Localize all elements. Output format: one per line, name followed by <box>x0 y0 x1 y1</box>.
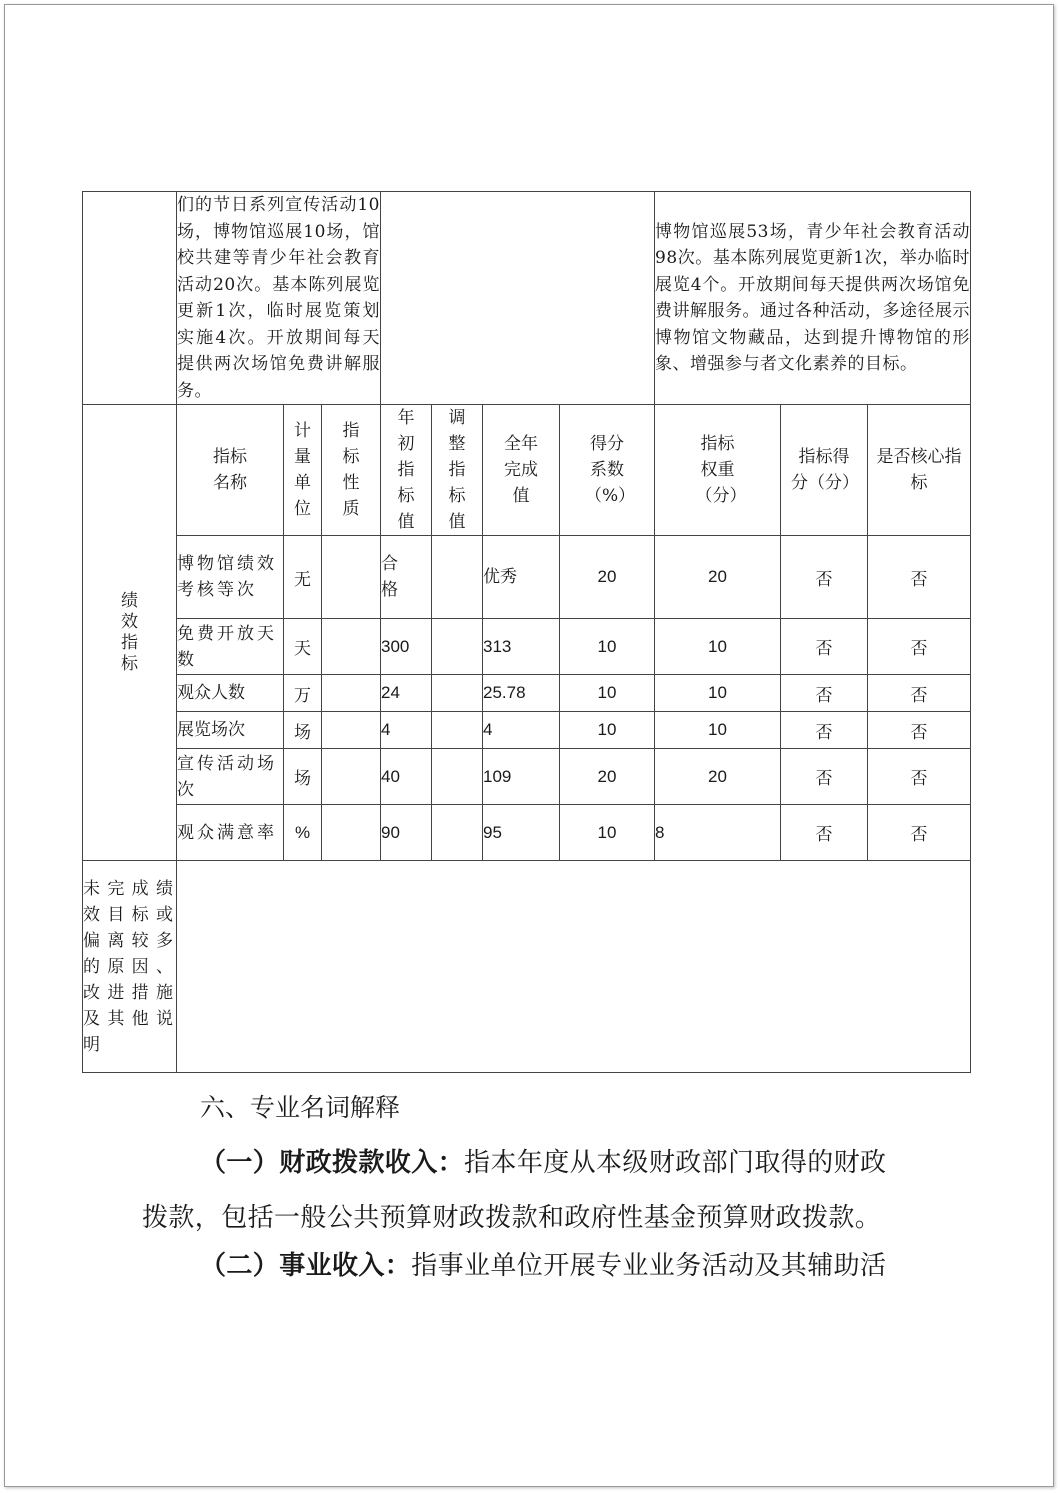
header-nature-text: 指标性质 <box>342 421 360 519</box>
row-initial: 4 <box>381 712 432 749</box>
table-row <box>83 675 971 712</box>
para1-line2: 拨款，包括一般公共预算财政拨款和政府性基金预算财政拨款。 <box>142 1203 882 1233</box>
note-row <box>83 861 971 1073</box>
header-nature <box>322 405 381 536</box>
table-row <box>83 619 971 675</box>
row-core: 否 <box>868 536 971 619</box>
note-label-text: 未完成绩效目标或偏离较多的原因、改进措施及其他说明 <box>83 878 176 1055</box>
row-coef: 20 <box>560 749 655 805</box>
row-initial: 90 <box>381 805 432 861</box>
section-label-performance <box>83 405 177 861</box>
row-unit: 场 <box>284 749 322 805</box>
row-adjusted <box>432 805 483 861</box>
row-nature <box>322 675 381 712</box>
row-core: 否 <box>868 749 971 805</box>
header-score <box>781 405 868 536</box>
row-unit: 万 <box>284 675 322 712</box>
row-name: 宣传活动场次 <box>177 749 284 805</box>
header-initial-text: 年初指标值 <box>397 408 415 532</box>
header-unit <box>284 405 322 536</box>
top-text-row <box>83 192 971 405</box>
row-adjusted <box>432 749 483 805</box>
row-weight: 10 <box>655 619 781 675</box>
header-adjusted-text: 调整指标值 <box>448 408 466 532</box>
performance-table <box>82 191 971 1073</box>
target-description-cell: 们的节日系列宣传活动10场，博物馆巡展10场，馆校共建等青少年社会教育活动20次。基本陈列展览更新1次，临时展览策划实施4次。开放期间每天提供两次场馆免费讲解服务。 <box>177 192 381 405</box>
row-actual: 109 <box>483 749 560 805</box>
section-6-heading: 六、专业名词解释 <box>200 1093 401 1122</box>
row-weight: 10 <box>655 675 781 712</box>
row-core: 否 <box>868 675 971 712</box>
row-score: 否 <box>781 712 868 749</box>
para2-line1 <box>200 1245 886 1282</box>
table-row <box>83 536 971 619</box>
row-core: 否 <box>868 805 971 861</box>
top-row-label-cell <box>83 192 177 405</box>
row-coef: 10 <box>560 805 655 861</box>
para2-term: （二）事业收入： <box>200 1251 412 1281</box>
row-adjusted <box>432 619 483 675</box>
row-unit: 场 <box>284 712 322 749</box>
header-score-text: 指标得分（分） <box>791 447 859 493</box>
row-name: 免费开放天数 <box>177 619 284 675</box>
row-name: 观众人数 <box>177 675 284 712</box>
row-adjusted <box>432 536 483 619</box>
header-actual-text: 全年完成值 <box>504 434 538 506</box>
table-row <box>83 749 971 805</box>
row-initial: 24 <box>381 675 432 712</box>
row-nature <box>322 536 381 619</box>
para1-term: （一）财政拨款收入： <box>200 1148 465 1178</box>
row-weight: 20 <box>655 749 781 805</box>
header-weight <box>655 405 781 536</box>
header-score-coef <box>560 405 655 536</box>
row-score: 否 <box>781 749 868 805</box>
row-core: 否 <box>868 619 971 675</box>
row-nature <box>322 805 381 861</box>
row-actual: 优秀 <box>483 536 560 619</box>
row-adjusted <box>432 675 483 712</box>
table-row <box>83 712 971 749</box>
row-coef: 10 <box>560 619 655 675</box>
completion-description-cell: 博物馆巡展53场，青少年社会教育活动98次。基本陈列展览更新1次，举办临时展览4个。开放期间每天提供两次场馆免费讲解服务。通过各种活动，多途径展示博物馆文物藏品，达到提升博物馆的形象、增强参与者文化素养的目标。 <box>655 192 971 405</box>
row-unit: 天 <box>284 619 322 675</box>
row-coef: 20 <box>560 536 655 619</box>
row-score: 否 <box>781 536 868 619</box>
note-value-cell <box>177 861 971 1073</box>
row-core: 否 <box>868 712 971 749</box>
header-core-text: 是否核心指标 <box>876 447 962 493</box>
para2-text: 指事业单位开展专业业务活动及其辅助活 <box>411 1251 887 1281</box>
row-adjusted <box>432 712 483 749</box>
row-score: 否 <box>781 619 868 675</box>
header-initial <box>381 405 432 536</box>
row-initial: 300 <box>381 619 432 675</box>
row-initial-text: 合格 <box>381 554 398 600</box>
header-name-text: 指标名称 <box>213 447 247 493</box>
para1-line1 <box>200 1142 886 1179</box>
row-name: 博物馆绩效考核等次 <box>177 536 284 619</box>
header-actual <box>483 405 560 536</box>
header-score-coef-text: 得分系数（%） <box>585 434 636 506</box>
row-unit: % <box>284 805 322 861</box>
row-actual: 313 <box>483 619 560 675</box>
header-adjusted <box>432 405 483 536</box>
row-weight: 10 <box>655 712 781 749</box>
table-header-row <box>83 405 971 536</box>
performance-table-wrapper <box>82 191 971 1073</box>
row-weight: 20 <box>655 536 781 619</box>
empty-middle-cell <box>381 192 655 405</box>
row-actual: 95 <box>483 805 560 861</box>
row-nature <box>322 749 381 805</box>
row-actual: 4 <box>483 712 560 749</box>
row-score: 否 <box>781 675 868 712</box>
row-coef: 10 <box>560 712 655 749</box>
row-name: 展览场次 <box>177 712 284 749</box>
row-score: 否 <box>781 805 868 861</box>
para1-text: 指本年度从本级财政部门取得的财政 <box>464 1148 887 1178</box>
table-row <box>83 805 971 861</box>
row-nature <box>322 712 381 749</box>
row-nature <box>322 619 381 675</box>
header-unit-text: 计量单位 <box>294 421 311 519</box>
row-actual: 25.78 <box>483 675 560 712</box>
header-name <box>177 405 284 536</box>
row-initial: 40 <box>381 749 432 805</box>
row-weight: 8 <box>655 805 781 861</box>
row-name: 观众满意率 <box>177 805 284 861</box>
row-coef: 10 <box>560 675 655 712</box>
header-core <box>868 405 971 536</box>
section-label-text: 绩效指标 <box>121 590 138 674</box>
header-weight-text: 指标权重（分） <box>695 434 747 506</box>
row-initial <box>381 536 432 619</box>
note-label-cell <box>83 861 177 1073</box>
row-unit: 无 <box>284 536 322 619</box>
